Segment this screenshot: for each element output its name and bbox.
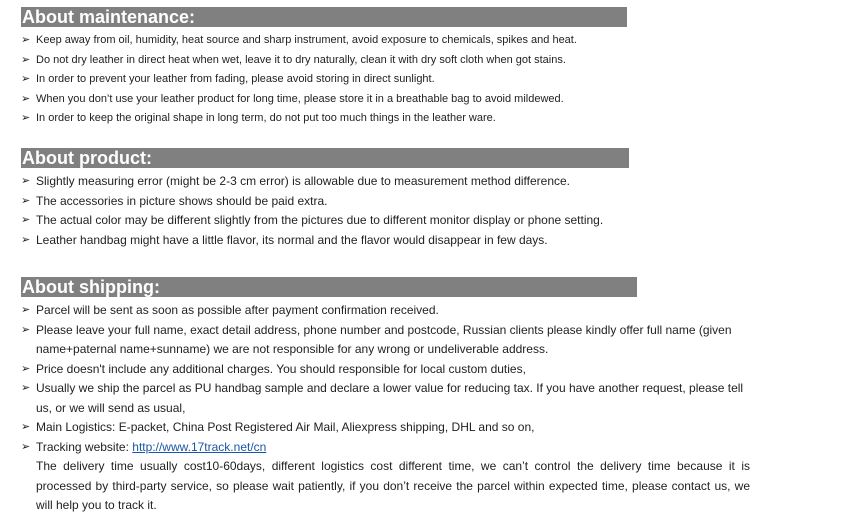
list-item-text: Usually we ship the parcel as PU handbag sample and declare a lower value for reducing tax. If you have another request, please tell us, or we will send as usual, (36, 381, 744, 415)
list-item (21, 70, 627, 90)
arrow-bullet-icon: ➢ (21, 73, 31, 85)
product-list (21, 172, 629, 250)
arrow-bullet-icon: ➢ (21, 214, 31, 226)
arrow-bullet-icon: ➢ (21, 233, 31, 246)
arrow-bullet-icon: ➢ (21, 323, 31, 336)
list-item (21, 51, 627, 71)
list-item (21, 231, 629, 251)
arrow-bullet-icon: ➢ (21, 304, 31, 316)
list-item-text: Parcel will be sent as soon as possible after payment confirmation received. (36, 303, 439, 317)
list-item-text: Do not dry leather in direct heat when wet, leave it to dry naturally, clean it with dry soft cloth when got stains. (36, 53, 566, 66)
list-item-text: Main Logistics: E-packet, China Post Registered Air Mail, Aliexpress shipping, DHL and so on, (36, 420, 535, 434)
list-item-text: Keep away from oil, humidity, heat source and sharp instrument, avoid exposure to chemicals, spikes and heat. (36, 34, 577, 46)
list-item-text: When you don’t use your leather product for long time, please store it in a breathable bag to avoid mildewed. (36, 92, 564, 105)
arrow-bullet-icon: ➢ (21, 53, 31, 66)
arrow-bullet-icon: ➢ (21, 362, 31, 375)
maintenance-list (21, 31, 627, 129)
list-item-text: Slightly measuring error (might be 2-3 cm error) is allowable due to measurement method difference. (36, 174, 571, 188)
product-header: About product: (21, 148, 629, 168)
arrow-bullet-icon: ➢ (21, 175, 31, 187)
list-item-text: In order to keep the original shape in long term, do not put too much things in the leather ware. (36, 112, 496, 124)
maintenance-section (21, 7, 627, 129)
list-item (21, 321, 750, 360)
list-item (21, 379, 750, 418)
tracking-item (21, 438, 750, 458)
arrow-bullet-icon: ➢ (21, 382, 31, 394)
delivery-note: The delivery time usually cost10-60days, different logistics cost different time, we can’t control the delivery time because it is processed by third-party service, so please wait patiently, if you don’t receive the parcel within expected time, please contact us, we will help you to track it. (36, 459, 750, 512)
list-item-text: Leather handbag might have a little flavor, its normal and the flavor would disappear in few days. (36, 232, 548, 247)
shipping-list (21, 301, 750, 516)
tracking-link[interactable]: http://www.17track.net/cn (132, 439, 267, 454)
list-item (21, 90, 627, 110)
list-item-text: Please leave your full name, exact detail address, phone number and postcode, Russian clients please kindly offer full name (given name+paternal name+sunname) we are not responsible for any wrong or undeliverable address. (36, 322, 732, 356)
list-item (21, 360, 750, 380)
list-item (21, 418, 750, 438)
product-section (21, 148, 629, 250)
list-item-text: The actual color may be different slightly from the pictures due to different monitor display or phone setting. (36, 213, 604, 227)
arrow-bullet-icon: ➢ (21, 194, 31, 207)
arrow-bullet-icon: ➢ (21, 34, 31, 46)
maintenance-header: About maintenance: (21, 7, 627, 27)
list-item (21, 172, 629, 192)
tracking-label: Tracking website: (36, 439, 133, 454)
list-item (21, 192, 629, 212)
arrow-bullet-icon: ➢ (21, 112, 31, 124)
arrow-bullet-icon: ➢ (21, 440, 31, 453)
list-item (21, 109, 627, 129)
list-item-text: Price doesn't include any additional charges. You should responsible for local custom duties, (36, 361, 526, 376)
arrow-bullet-icon: ➢ (21, 92, 31, 105)
list-item-text: The accessories in picture shows should be paid extra. (36, 193, 328, 208)
list-item (21, 211, 629, 231)
list-item-text: In order to prevent your leather from fading, please avoid storing in direct sunlight. (36, 73, 435, 85)
shipping-header: About shipping: (21, 277, 637, 297)
arrow-bullet-icon: ➢ (21, 421, 31, 433)
list-item (21, 31, 627, 51)
shipping-section (21, 277, 750, 516)
list-item (21, 301, 750, 321)
